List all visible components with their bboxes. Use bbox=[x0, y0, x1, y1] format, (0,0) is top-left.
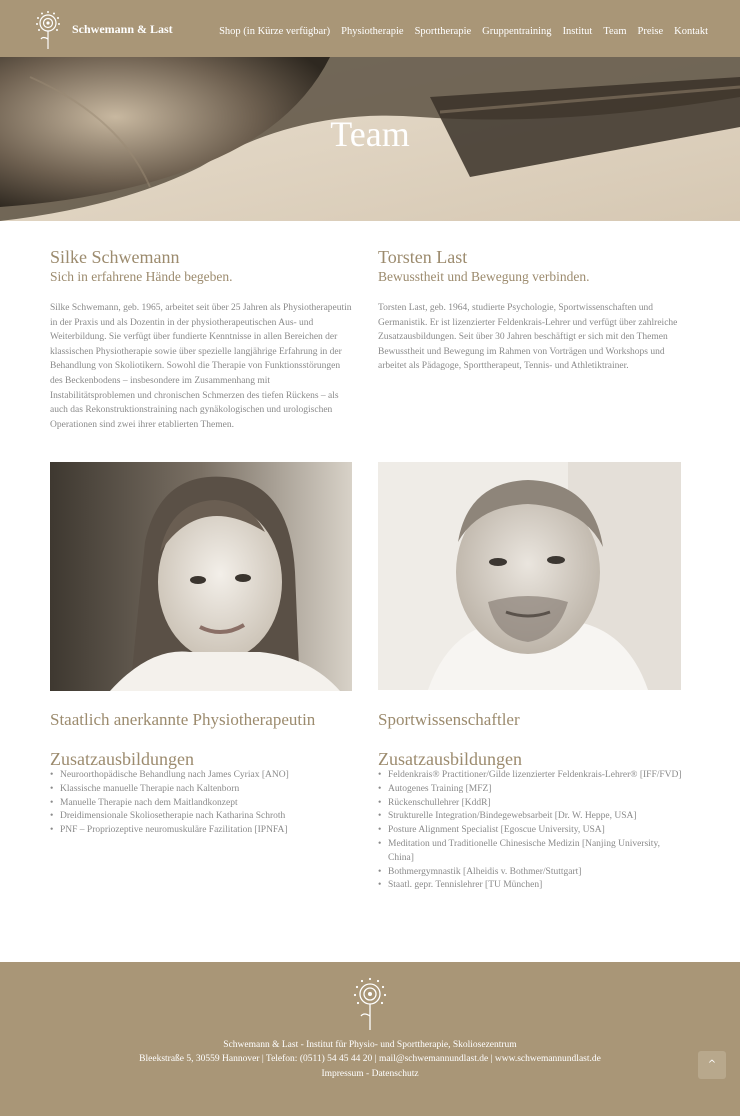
member-name: Silke Schwemann bbox=[50, 247, 180, 267]
member-bio: Torsten Last, geb. 1964, studierte Psychologie, Sportwissenschaften und Germanistik. Er ist lizenzierter Feldenkrais-Lehrer und verfügt über zahlreiche Zusatzausbildungen. Seit über 30 Jahren beschäftigt er sich mit den Themen Bewusstheit und Bewegung im Rahmen von Vorträgen und Workshops und arbeitet als Pädagoge, Sporttherapeut, Tennis- und Athletiktrainer. bbox=[378, 303, 678, 372]
list-item: • Bothmergymnastik [Alheidis v. Bothmer/Stuttgart] bbox=[378, 866, 688, 880]
qualifications-list bbox=[378, 769, 688, 893]
member-role-torsten: Sportwissenschaftler bbox=[378, 710, 520, 729]
list-item: • Dreidimensionale Skoliosetherapie nach Katharina Schroth bbox=[50, 810, 360, 824]
top-navigation-bar bbox=[0, 0, 740, 57]
brand-name[interactable]: Schwemann & Last bbox=[72, 22, 173, 36]
member-tagline: Bewusstheit und Bewegung verbinden. bbox=[378, 269, 590, 284]
nav-item-shop[interactable]: Shop (in Kürze verfügbar) bbox=[219, 26, 331, 37]
qualifications-silke bbox=[50, 749, 360, 838]
member-tagline: Sich in erfahrene Hände begeben. bbox=[50, 269, 233, 284]
main-menu bbox=[219, 26, 708, 37]
qualifications-list bbox=[50, 769, 360, 838]
portrait-photo-silke bbox=[50, 462, 352, 691]
list-item: • Neuroorthopädische Behandlung nach James Cyriax [ANO] bbox=[50, 769, 360, 783]
qualifications-title: Zusatzausbildungen bbox=[50, 749, 194, 769]
footer-legal-links bbox=[0, 1069, 740, 1079]
dandelion-logo-icon[interactable] bbox=[32, 9, 64, 51]
datenschutz-link[interactable]: Datenschutz bbox=[371, 1069, 419, 1079]
member-role-silke: Staatlich anerkannte Physiotherapeutin bbox=[50, 710, 316, 729]
team-member-torsten bbox=[378, 247, 683, 374]
qualifications-title: Zusatzausbildungen bbox=[378, 749, 522, 769]
separator: - bbox=[363, 1069, 372, 1079]
list-item: • Autogenes Training [MFZ] bbox=[378, 783, 688, 797]
list-item: • Rückenschullehrer [KddR] bbox=[378, 797, 688, 811]
site-footer bbox=[0, 962, 740, 1116]
member-name: Torsten Last bbox=[378, 247, 468, 267]
nav-item-team[interactable]: Team bbox=[603, 26, 627, 37]
list-item: • Posture Alignment Specialist [Egoscue University, USA] bbox=[378, 824, 688, 838]
portrait-photo-torsten bbox=[378, 462, 681, 690]
list-item: • Staatl. gepr. Tennislehrer [TU München] bbox=[378, 879, 688, 893]
list-item: • Klassische manuelle Therapie nach Kaltenborn bbox=[50, 783, 360, 797]
nav-item-institut[interactable]: Institut bbox=[562, 26, 593, 37]
nav-item-gruppentraining[interactable]: Gruppentraining bbox=[482, 26, 552, 37]
list-item: • Manuelle Therapie nach dem Maitlandkonzept bbox=[50, 797, 360, 811]
dandelion-logo-icon bbox=[350, 976, 390, 1032]
scroll-to-top-button[interactable]: ^ bbox=[698, 1051, 726, 1079]
nav-item-kontakt[interactable]: Kontakt bbox=[674, 26, 708, 37]
footer-company: Schwemann & Last - Institut für Physio- und Sporttherapie, Skoliosezentrum bbox=[223, 1040, 517, 1050]
footer-contact: Bleekstraße 5, 30559 Hannover | Telefon: (0511) 54 45 44 20 | mail@schwemannundlast.de | www.schwemannundlast.de bbox=[139, 1054, 601, 1064]
member-bio: Silke Schwemann, geb. 1965, arbeitet seit über 25 Jahren als Physiotherapeutin in der Praxis und als Dozentin in der physiotherapeutischen Aus- und Weiterbildung. Sie verfügt über fundierte Kenntnisse in allen Bereichen der klassischen Physiotherapie sowie über spezielle langjährige Erfahrung in der Behandlung von Skoliotikern. Sowohl die Therapie von Funktionsstörungen des Beckenbodens – insbesondere im Zusammenhang mit Instabilitätsproblemen und chronischen Schmerzen des tiefen Rückens – als auch das Rekonstruktionstraining nach gynäkologischen und urologischen Operationen sind zwei ihrer etablierten Themen. bbox=[50, 303, 352, 430]
page-title: Team bbox=[330, 114, 410, 154]
impressum-link[interactable]: Impressum bbox=[321, 1069, 364, 1079]
nav-item-sporttherapie[interactable]: Sporttherapie bbox=[414, 26, 472, 37]
list-item: • Feldenkrais® Practitioner/Gilde lizenzierter Feldenkrais-Lehrer® [IFF/FVD] bbox=[378, 769, 688, 783]
qualifications-torsten bbox=[378, 749, 688, 893]
team-member-silke bbox=[50, 247, 355, 432]
list-item: • Meditation und Traditionelle Chinesische Medizin [Nanjing University, China] bbox=[378, 838, 688, 866]
nav-item-physiotherapie[interactable]: Physiotherapie bbox=[341, 26, 404, 37]
list-item: • Strukturelle Integration/Bindegewebsarbeit [Dr. W. Heppe, USA] bbox=[378, 810, 688, 824]
list-item: • PNF – Propriozeptive neuromuskuläre Fazilitation [IPNFA] bbox=[50, 824, 360, 838]
hero-banner bbox=[0, 57, 740, 221]
nav-item-preise[interactable]: Preise bbox=[637, 26, 664, 37]
